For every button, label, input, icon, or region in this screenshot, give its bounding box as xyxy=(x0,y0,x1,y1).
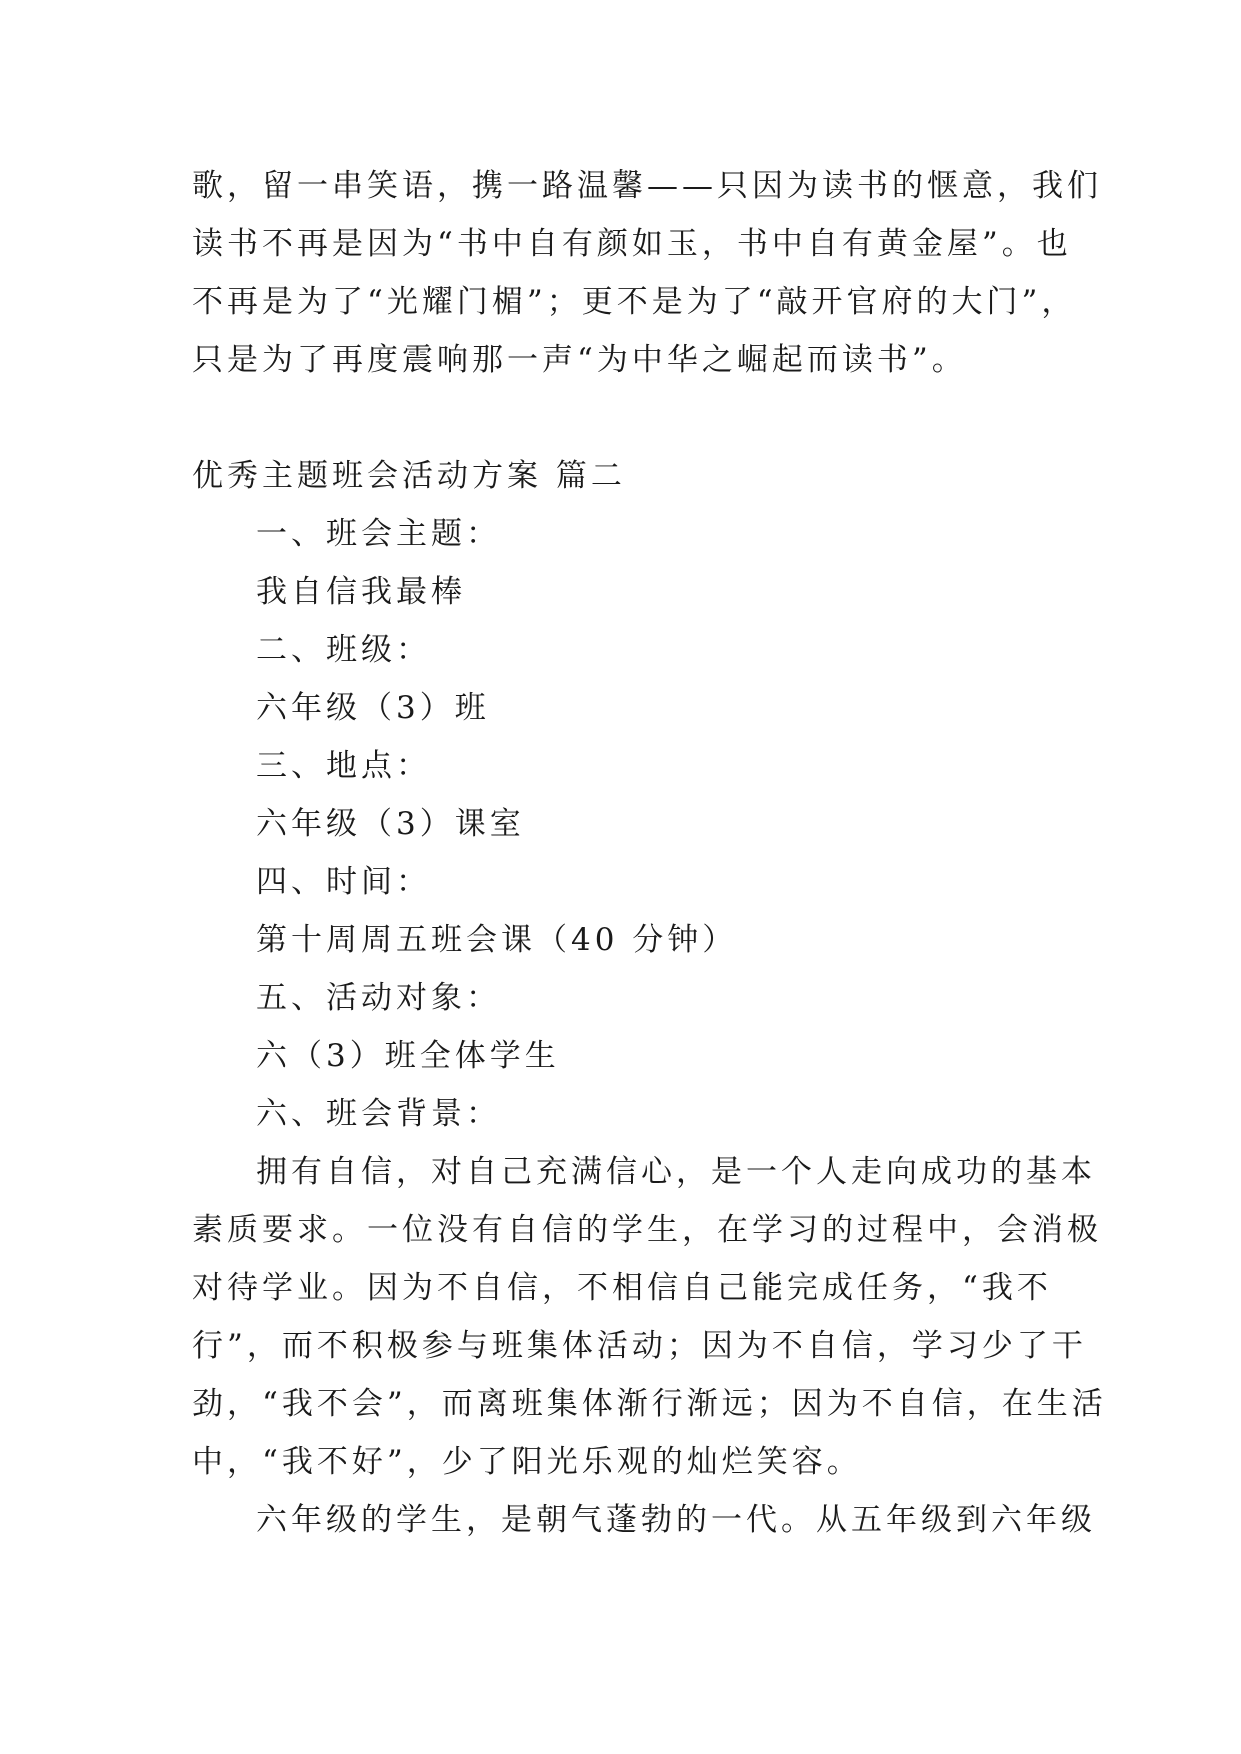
paragraph-line: 行”，而不积极参与班集体活动；因为不自信，学习少了干 xyxy=(192,1328,1087,1364)
paragraph-line: 劲，“我不会”，而离班集体渐行渐远；因为不自信，在生活 xyxy=(192,1386,1107,1422)
section-title: 优秀主题班会活动方案 篇二 xyxy=(192,458,626,494)
item-heading: 三、地点： xyxy=(256,748,431,784)
item-heading: 二、班级： xyxy=(256,632,431,668)
item-heading: 五、活动对象： xyxy=(256,980,501,1016)
paragraph-line: 读书不再是因为“书中自有颜如玉，书中自有黄金屋”。也 xyxy=(192,226,1072,262)
paragraph-line: 对待学业。因为不自信，不相信自己能完成任务，“我不 xyxy=(192,1270,1052,1306)
paragraph-line: 六年级的学生，是朝气蓬勃的一代。从五年级到六年级 xyxy=(256,1502,1096,1538)
item-value: 六（3）班全体学生 xyxy=(256,1038,560,1074)
item-heading: 六、班会背景： xyxy=(256,1096,501,1132)
paragraph-line: 不再是为了“光耀门楣”；更不是为了“敲开官府的大门”， xyxy=(192,284,1077,320)
item-value: 第十周周五班会课（40 分钟） xyxy=(256,922,738,958)
item-heading: 四、时间： xyxy=(256,864,431,900)
item-value: 六年级（3）班 xyxy=(256,690,490,726)
paragraph-line: 只是为了再度震响那一声“为中华之崛起而读书”。 xyxy=(192,342,967,378)
paragraph-line: 拥有自信，对自己充满信心，是一个人走向成功的基本 xyxy=(256,1154,1096,1190)
paragraph-line: 素质要求。一位没有自信的学生，在学习的过程中，会消极 xyxy=(192,1212,1102,1248)
item-heading: 一、班会主题： xyxy=(256,516,501,552)
item-value: 我自信我最棒 xyxy=(256,574,466,610)
paragraph-line: 中，“我不好”，少了阳光乐观的灿烂笑容。 xyxy=(192,1444,862,1480)
item-value: 六年级（3）课室 xyxy=(256,806,525,842)
paragraph-line: 歌，留一串笑语，携一路温馨——只因为读书的惬意，我们 xyxy=(192,168,1102,204)
